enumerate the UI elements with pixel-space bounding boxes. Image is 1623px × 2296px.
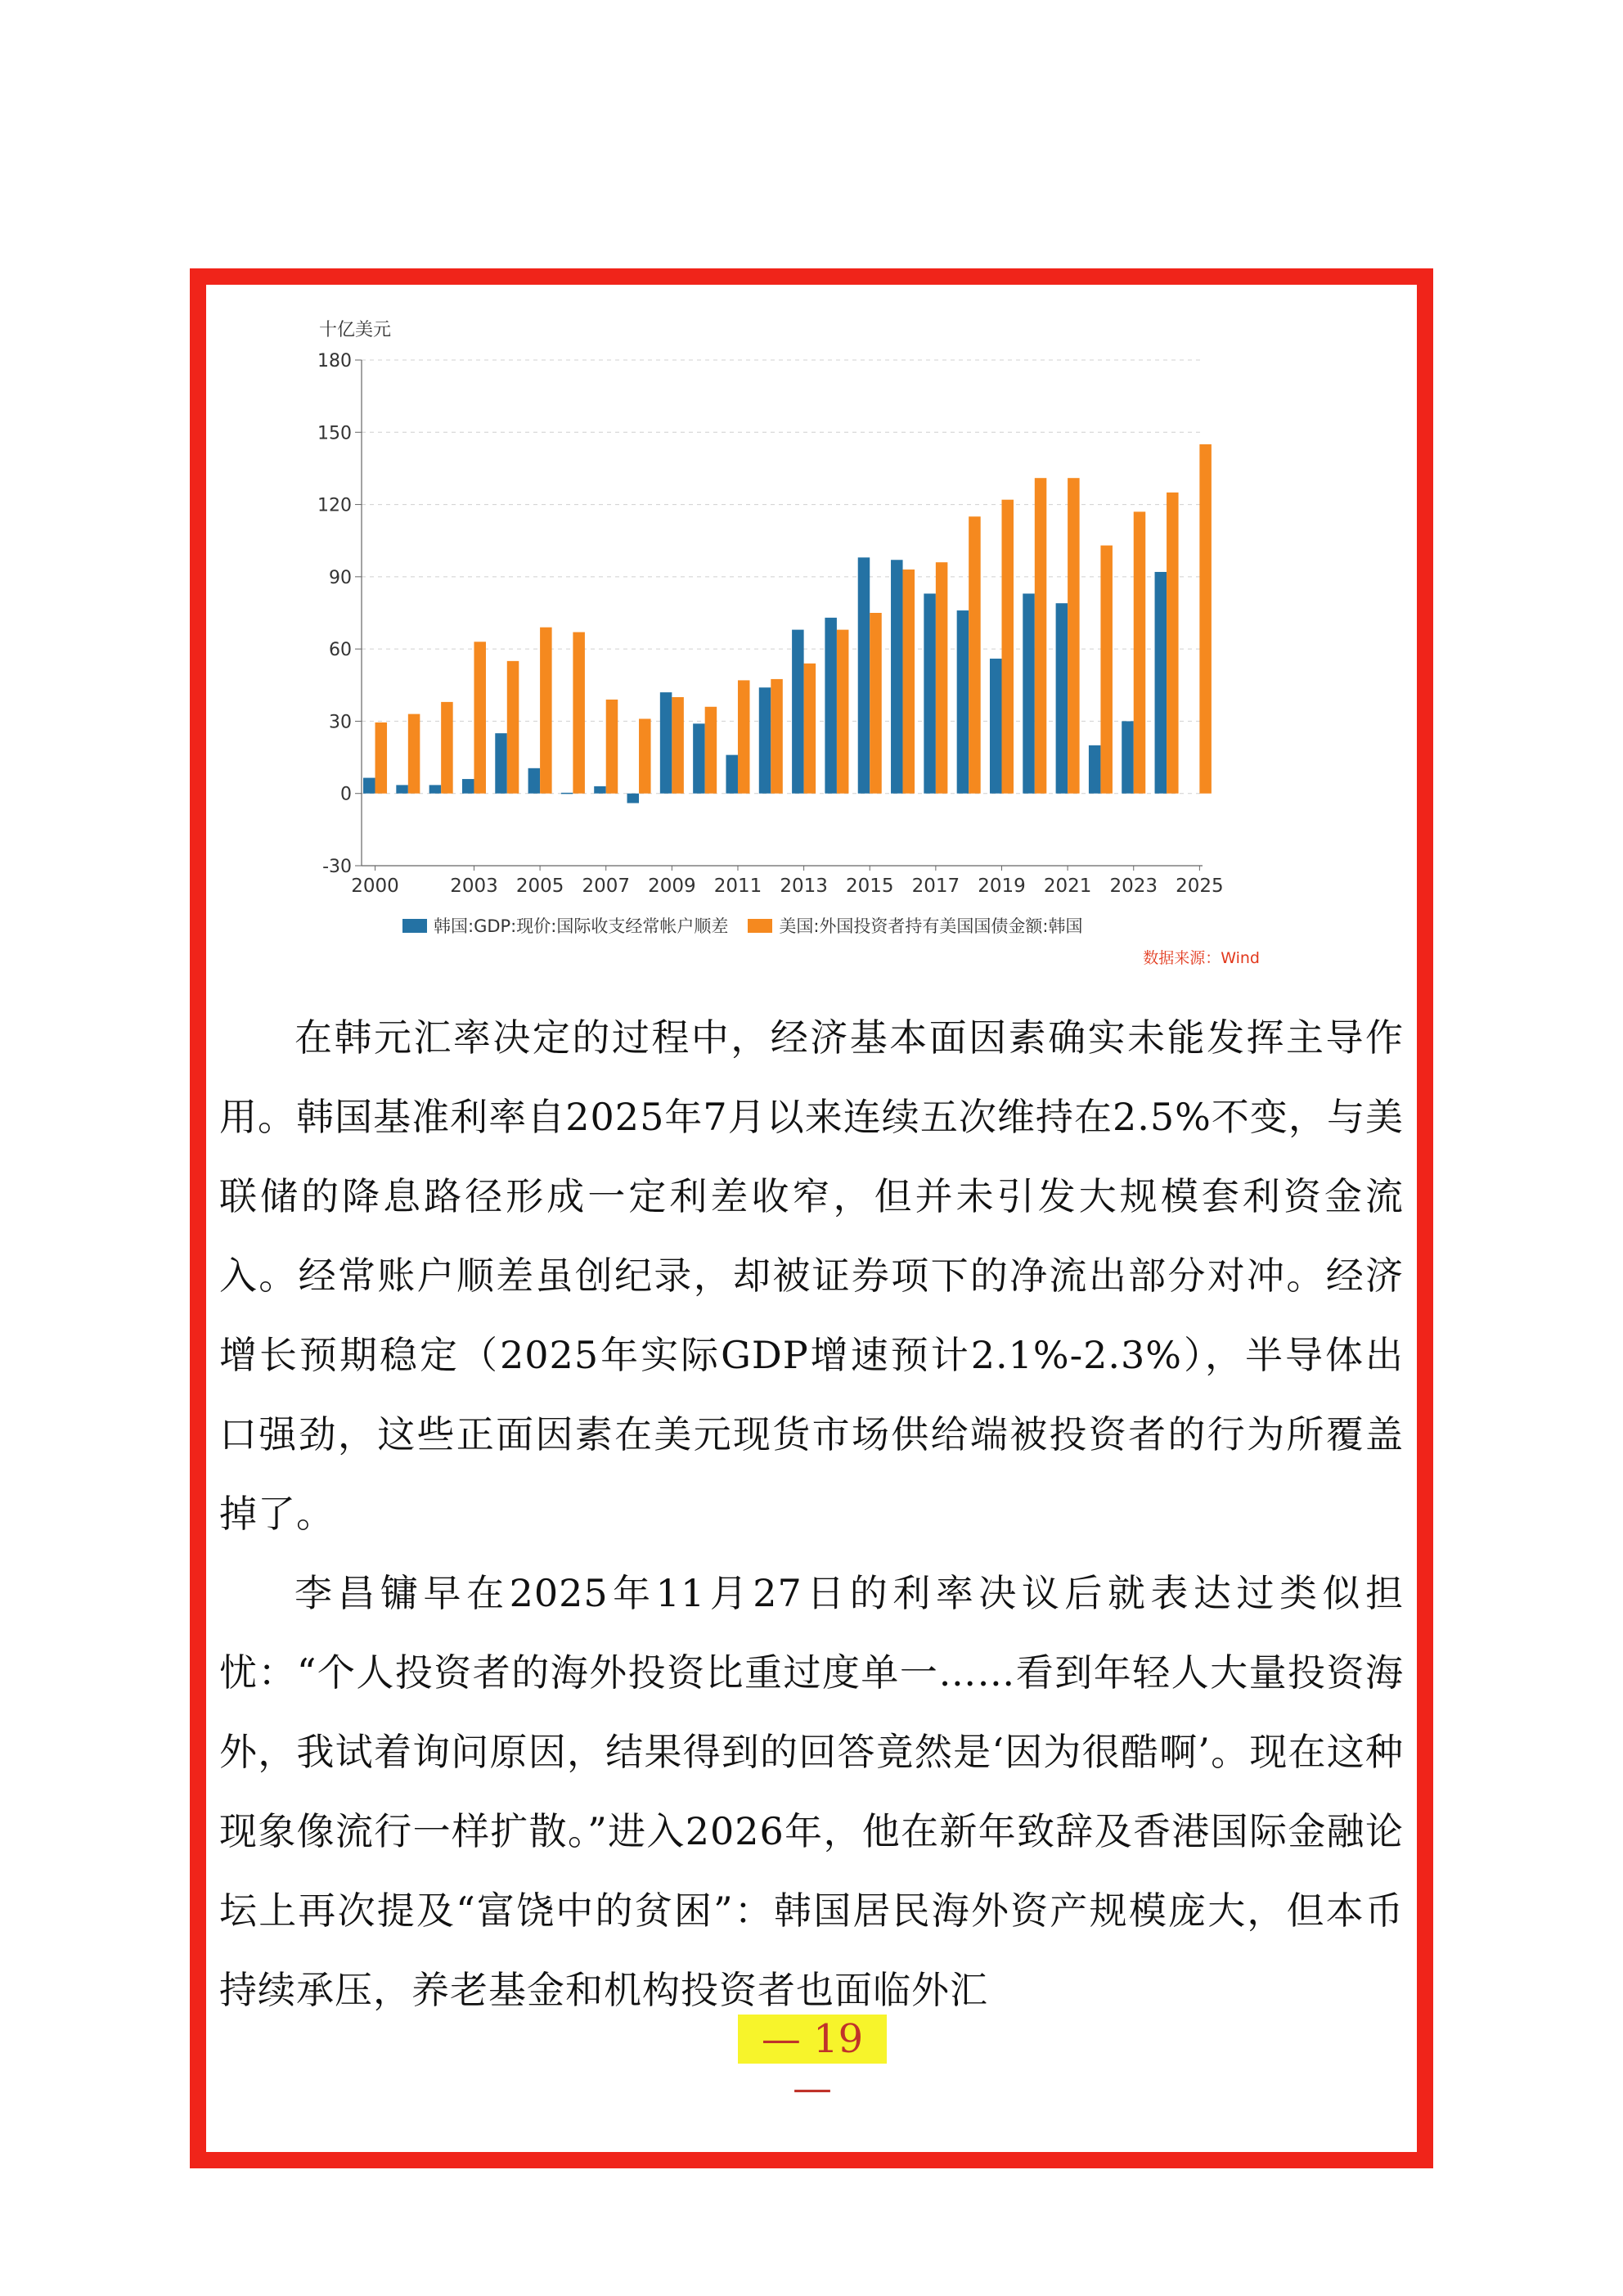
y-unit-label: 十亿美元 [319,320,392,340]
bar-treasury-holdings [903,569,915,794]
bar-current-account [693,723,705,793]
bar-treasury-holdings [738,680,750,793]
paragraph: 在韩元汇率决定的过程中，经济基本面因素确实未能发挥主导作用。韩国基准利率自2025年7月以来连续五次维持在2.5%不变，与美联储的降息路径形成一定利差收窄，但并未引发大规模套利资金流入。经常账户顺差虽创纪录，却被证券项下的净流出部分对冲。经济增长预期稳定（2025年实际GDP增速预计2.1%-2.3%），半导体出口强劲，这些正面因素在美元现货市场供给端被投资者的行为所覆盖掉了。 [219,1015,1404,1536]
bar-treasury-holdings [936,562,948,794]
bar-current-account [363,778,375,794]
bar-treasury-holdings [375,723,388,794]
bar-current-account [1023,593,1035,793]
x-tick-label: 2023 [1109,876,1158,897]
bar-treasury-holdings [1167,493,1179,794]
y-tick-label: 90 [329,567,352,588]
bar-current-account [627,794,640,804]
bar-treasury-holdings [771,679,783,794]
x-tick-label: 2000 [351,876,399,897]
x-tick-label: 2005 [515,876,564,897]
y-tick-label: 180 [317,351,352,371]
bar-current-account [561,793,573,795]
bar-treasury-holdings [1100,546,1113,794]
paragraph: 李昌镛早在2025年11月27日的利率决议后就表达过类似担忧：“个人投资者的海外投资比重过度单一……看到年轻人大量投资海外，我试着询问原因，结果得到的回答竟然是‘因为很酷啊’。现在这种现象像流行一样扩散。”进入2026年，他在新年致辞及香港国际金融论坛上再次提及“富饶中的贫困”：韩国居民海外资产规模庞大，但本币持续承压，养老基金和机构投资者也面临外汇 [219,1571,1404,2012]
bar-treasury-holdings [804,664,816,794]
bar-current-account [759,687,771,793]
bar-treasury-holdings [408,714,420,794]
legend-label: 美国:外国投资者持有美国国债金额:韩国 [779,916,1083,936]
y-tick-label: 150 [317,423,352,444]
bar-current-account [1089,745,1101,794]
bar-current-account [825,618,837,794]
chart-legend [402,915,1103,936]
bar-current-account [462,779,474,794]
bar-treasury-holdings [606,700,618,794]
bar-treasury-holdings [1035,478,1047,794]
bar-treasury-holdings [1199,444,1212,794]
bar-current-account [1122,721,1134,793]
bar-treasury-holdings [672,697,684,794]
bar-chart-svg [286,309,1284,980]
bar-current-account [495,733,507,794]
bar-current-account [660,692,672,794]
legend-item-current-account [402,913,728,938]
x-tick-label: 2021 [1043,876,1092,897]
bar-treasury-holdings [474,642,486,793]
legend-swatch-blue [402,919,427,933]
bar-current-account [1155,572,1167,794]
bar-treasury-holdings [1134,511,1146,793]
bar-current-account [924,593,936,793]
legend-item-treasury-holdings [748,913,1082,938]
y-tick-label: 60 [329,640,352,661]
bar-current-account [891,560,903,793]
bar-treasury-holdings [1001,500,1014,794]
bar-treasury-holdings [1068,478,1080,794]
x-tick-label: 2007 [582,876,630,897]
x-tick-label: 2009 [648,876,696,897]
bar-current-account [957,610,969,794]
bar-treasury-holdings [969,516,981,793]
x-tick-label: 2011 [713,876,762,897]
chart [286,309,1284,980]
page-number: — 19 — [738,2015,887,2064]
bar-treasury-holdings [837,630,849,794]
bar-current-account [528,768,541,794]
bar-current-account [990,659,1002,794]
y-tick-label: -30 [322,857,352,877]
bar-current-account [726,755,738,794]
x-tick-label: 2025 [1176,876,1224,897]
x-tick-label: 2019 [978,876,1026,897]
x-tick-label: 2003 [450,876,498,897]
bar-treasury-holdings [507,661,519,794]
y-tick-label: 30 [329,712,352,733]
bar-current-account [1056,603,1068,793]
x-tick-label: 2013 [780,876,828,897]
bar-current-account [396,785,408,793]
bar-treasury-holdings [870,613,882,794]
legend-swatch-orange [748,919,772,933]
y-tick-label: 0 [340,784,352,805]
bar-current-account [858,557,870,793]
bar-treasury-holdings [573,633,585,794]
bar-treasury-holdings [540,628,552,794]
bar-current-account [429,785,442,793]
bar-treasury-holdings [441,702,453,794]
x-tick-label: 2015 [845,876,894,897]
bar-treasury-holdings [705,707,717,794]
y-tick-label: 120 [317,495,352,516]
body-text [219,998,1404,2030]
legend-label: 韩国:GDP:现价:国际收支经常帐户顺差 [434,916,729,936]
bar-current-account [594,786,606,794]
chart-source: 数据来源：Wind [1143,949,1260,967]
bar-current-account [792,630,804,794]
x-tick-label: 2017 [911,876,960,897]
bar-treasury-holdings [639,718,651,793]
